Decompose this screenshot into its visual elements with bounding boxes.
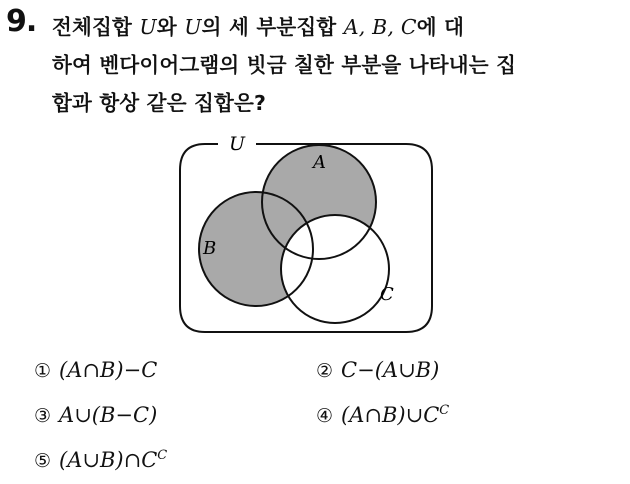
question-line-1: 전체집합 U와 U의 세 부분집합 A, B, C에 대 [52, 15, 465, 39]
question-line-3: 합과 항상 같은 집합은? [52, 91, 267, 115]
question-number: 9. [6, 4, 37, 39]
question-line-2: 하여 벤다이어그램의 빗금 칠한 부분을 나타내는 집 [52, 53, 517, 77]
choice-1[interactable]: ① (A∩B)−C [34, 358, 158, 382]
label-u: U [228, 133, 246, 155]
choice-5[interactable]: ⑤ $(A\cup B)\cap C^C$ [34, 448, 168, 472]
choice-2[interactable]: ② C−(A∪B) [316, 358, 440, 382]
label-b: B [203, 238, 217, 259]
label-a: A [313, 152, 326, 173]
label-c: C [380, 284, 394, 305]
choice-4[interactable]: ④ $(A\cap B)\cup C^C$ [316, 403, 450, 427]
choice-3[interactable]: ③ A∪(B−C) [34, 403, 158, 427]
question-text [52, 8, 612, 122]
venn-diagram [160, 122, 460, 342]
